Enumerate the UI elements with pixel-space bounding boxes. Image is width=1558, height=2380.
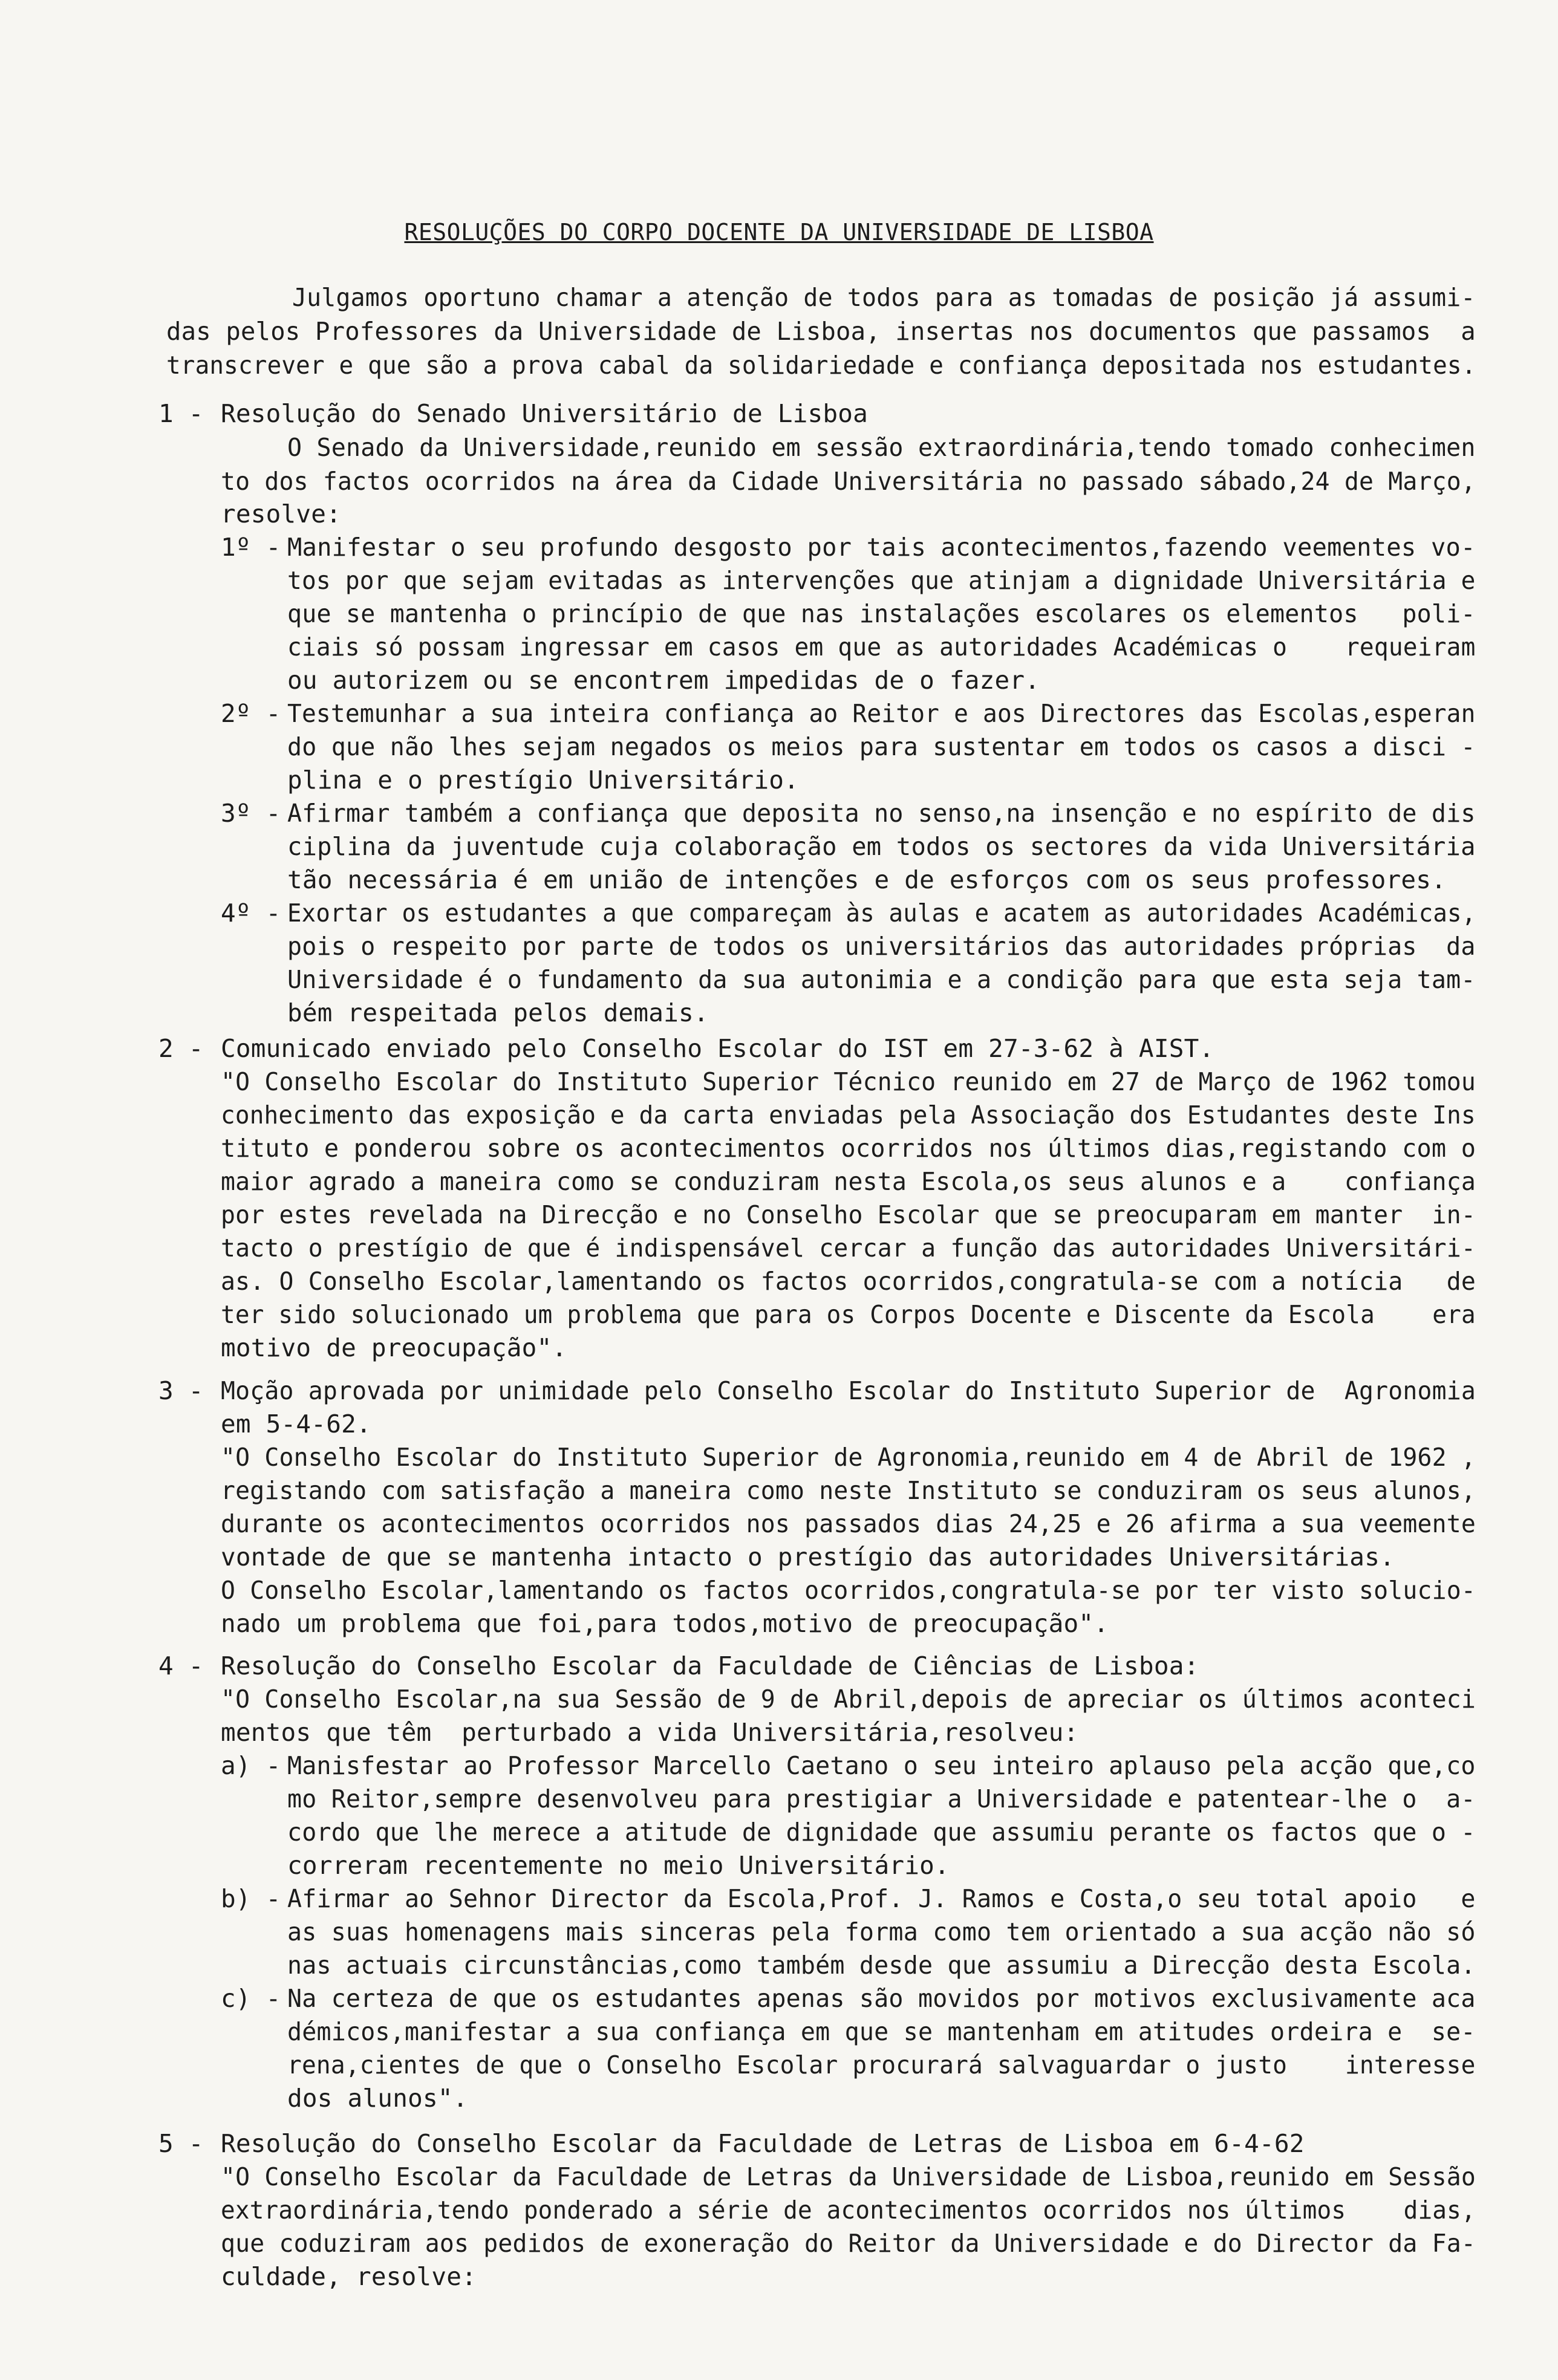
- section-body-line: tituto e ponderou sobre os acontecimentos ocorridos nos últimos dias,registando com o: [221, 1134, 1476, 1163]
- section-body-line: extraordinária,tendo ponderado a série de acontecimentos ocorridos nos últimos dias,: [221, 2196, 1476, 2225]
- section-body-line: to dos factos ocorridos na área da Cidade Universitária no passado sábado,24 de Março,: [221, 467, 1476, 496]
- section-heading: Resolução do Conselho Escolar da Faculdade de Ciências de Lisboa:: [221, 1651, 1199, 1680]
- item-line: Manifestar o seu profundo desgosto por tais acontecimentos,fazendo veementes vo-: [287, 533, 1476, 562]
- item-line: Testemunhar a sua inteira confiança ao Reitor e aos Directores das Escolas,esperan: [287, 699, 1476, 728]
- item-line: ciplina da juventude cuja colaboração em todos os sectores da vida Universitária: [287, 832, 1476, 861]
- item-label: a) -: [221, 1751, 281, 1780]
- item-line: as suas homenagens mais sinceras pela forma como tem orientado a sua acção não só: [287, 1917, 1476, 1946]
- section-body-line: culdade, resolve:: [221, 2262, 477, 2291]
- section-heading: Resolução do Conselho Escolar da Faculdade de Letras de Lisboa em 6-4-62: [221, 2129, 1305, 2158]
- section-number: 3 -: [158, 1376, 204, 1405]
- item-label: b) -: [221, 1884, 281, 1913]
- intro-line: das pelos Professores da Universidade de Lisboa, insertas nos documentos que passamos a: [166, 317, 1476, 346]
- item-line: tão necessária é em união de intenções e de esforços com os seus professores.: [287, 865, 1447, 894]
- section-body-line: O Senado da Universidade,reunido em sessão extraordinária,tendo tomado conhecimen: [287, 433, 1476, 462]
- item-label: 3º -: [221, 799, 281, 828]
- item-line: Universidade é o fundamento da sua autonimia e a condição para que esta seja tam-: [287, 965, 1476, 994]
- item-line: Exortar os estudantes a que compareçam às aulas e acatem as autoridades Académicas,: [287, 899, 1476, 928]
- item-line: dos alunos".: [287, 2084, 468, 2113]
- item-line: que se mantenha o princípio de que nas instalações escolares os elementos poli-: [287, 599, 1476, 628]
- section-number: 1 -: [158, 399, 204, 428]
- section-body-line: nado um problema que foi,para todos,motivo de preocupação".: [221, 1609, 1109, 1638]
- item-line: Afirmar também a confiança que deposita no senso,na insenção e no espírito de dis: [287, 799, 1476, 828]
- item-label: 4º -: [221, 899, 281, 928]
- item-line: rena,cientes de que o Conselho Escolar procurará salvaguardar o justo interesse: [287, 2050, 1476, 2079]
- section-body-line: "O Conselho Escolar do Instituto Superior de Agronomia,reunido em 4 de Abril de 1962 ,: [221, 1443, 1476, 1472]
- item-line: do que não lhes sejam negados os meios para sustentar em todos os casos a disci -: [287, 732, 1476, 761]
- section-body-line: tacto o prestígio de que é indispensável cercar a função das autoridades Universitári-: [221, 1234, 1476, 1263]
- item-line: Manisfestar ao Professor Marcello Caetano o seu inteiro aplauso pela acção que,co: [287, 1751, 1476, 1780]
- section-body-line: registando com satisfação a maneira como neste Instituto se conduziram os seus alunos,: [221, 1476, 1476, 1505]
- section-heading-continued: em 5-4-62.: [221, 1409, 371, 1439]
- intro-line: transcrever e que são a prova cabal da solidariedade e confiança depositada nos estudantes.: [166, 351, 1476, 380]
- item-line: tos por que sejam evitadas as intervenções que atinjam a dignidade Universitária e: [287, 566, 1476, 595]
- section-body-line: durante os acontecimentos ocorridos nos passados dias 24,25 e 26 afirma a sua veemente: [221, 1509, 1476, 1538]
- intro-line: Julgamos oportuno chamar a atenção de todos para as tomadas de posição já assumi-: [292, 283, 1476, 312]
- item-line: ou autorizem ou se encontrem impedidas de o fazer.: [287, 666, 1040, 695]
- section-body-line: resolve:: [221, 499, 342, 528]
- item-line: nas actuais circunstâncias,como também desde que assumiu a Direcção desta Escola.: [287, 1951, 1476, 1980]
- section-number: 5 -: [158, 2129, 204, 2158]
- section-heading: Comunicado enviado pelo Conselho Escolar do IST em 27-3-62 à AIST.: [221, 1034, 1214, 1063]
- section-body-line: por estes revelada na Direcção e no Conselho Escolar que se preocuparam em manter in-: [221, 1200, 1476, 1229]
- section-body-line: O Conselho Escolar,lamentando os factos ocorridos,congratula-se por ter visto solucio-: [221, 1576, 1476, 1605]
- item-line: correram recentemente no meio Universitário.: [287, 1851, 950, 1880]
- item-line: bém respeitada pelos demais.: [287, 998, 709, 1027]
- section-body-line: conhecimento das exposição e da carta enviadas pela Associação dos Estudantes deste Ins: [221, 1101, 1476, 1130]
- item-line: plina e o prestígio Universitário.: [287, 766, 800, 795]
- item-line: Afirmar ao Sehnor Director da Escola,Prof. J. Ramos e Costa,o seu total apoio e: [287, 1884, 1476, 1913]
- section-body-line: "O Conselho Escolar do Instituto Superior Técnico reunido em 27 de Março de 1962 tomou: [221, 1067, 1476, 1096]
- document-title: RESOLUÇÕES DO CORPO DOCENTE DA UNIVERSIDADE DE LISBOA: [404, 219, 1154, 245]
- item-line: Na certeza de que os estudantes apenas são movidos por motivos exclusivamente aca: [287, 1984, 1476, 2013]
- item-line: démicos,manifestar a sua confiança em que se mantenham em atitudes ordeira e se-: [287, 2017, 1476, 2046]
- item-line: mo Reitor,sempre desenvolveu para prestigiar a Universidade e patentear-lhe o a-: [287, 1784, 1476, 1813]
- section-number: 2 -: [158, 1034, 204, 1063]
- section-number: 4 -: [158, 1651, 204, 1680]
- section-heading: Resolução do Senado Universitário de Lisboa: [221, 399, 869, 428]
- section-body-line: "O Conselho Escolar da Faculdade de Letras da Universidade de Lisboa,reunido em Sessão: [221, 2162, 1476, 2191]
- section-body-line: as. O Conselho Escolar,lamentando os factos ocorridos,congratula-se com a notícia de: [221, 1267, 1476, 1296]
- section-body-line: maior agrado a maneira como se conduziram nesta Escola,os seus alunos e a confiança: [221, 1167, 1476, 1196]
- section-heading: Moção aprovada por unimidade pelo Conselho Escolar do Instituto Superior de Agronomia: [221, 1376, 1476, 1405]
- item-line: pois o respeito por parte de todos os universitários das autoridades próprias da: [287, 932, 1476, 961]
- section-body-line: mentos que têm perturbado a vida Universitária,resolveu:: [221, 1718, 1079, 1747]
- section-body-line: ter sido solucionado um problema que para os Corpos Docente e Discente da Escola era: [221, 1300, 1476, 1329]
- section-body-line: motivo de preocupação".: [221, 1333, 567, 1362]
- item-label: 1º -: [221, 533, 281, 562]
- item-label: 2º -: [221, 699, 281, 728]
- item-line: cordo que lhe merece a atitude de dignidade que assumiu perante os factos que o -: [287, 1818, 1476, 1847]
- section-body-line: "O Conselho Escolar,na sua Sessão de 9 de Abril,depois de apreciar os últimos aconteci: [221, 1685, 1476, 1714]
- item-line: ciais só possam ingressar em casos em que as autoridades Académicas o requeiram: [287, 632, 1476, 662]
- section-body-line: vontade de que se mantenha intacto o prestígio das autoridades Universitárias.: [221, 1543, 1395, 1572]
- section-body-line: que coduziram aos pedidos de exoneração do Reitor da Universidade e do Director da Fa-: [221, 2229, 1476, 2258]
- item-label: c) -: [221, 1984, 281, 2013]
